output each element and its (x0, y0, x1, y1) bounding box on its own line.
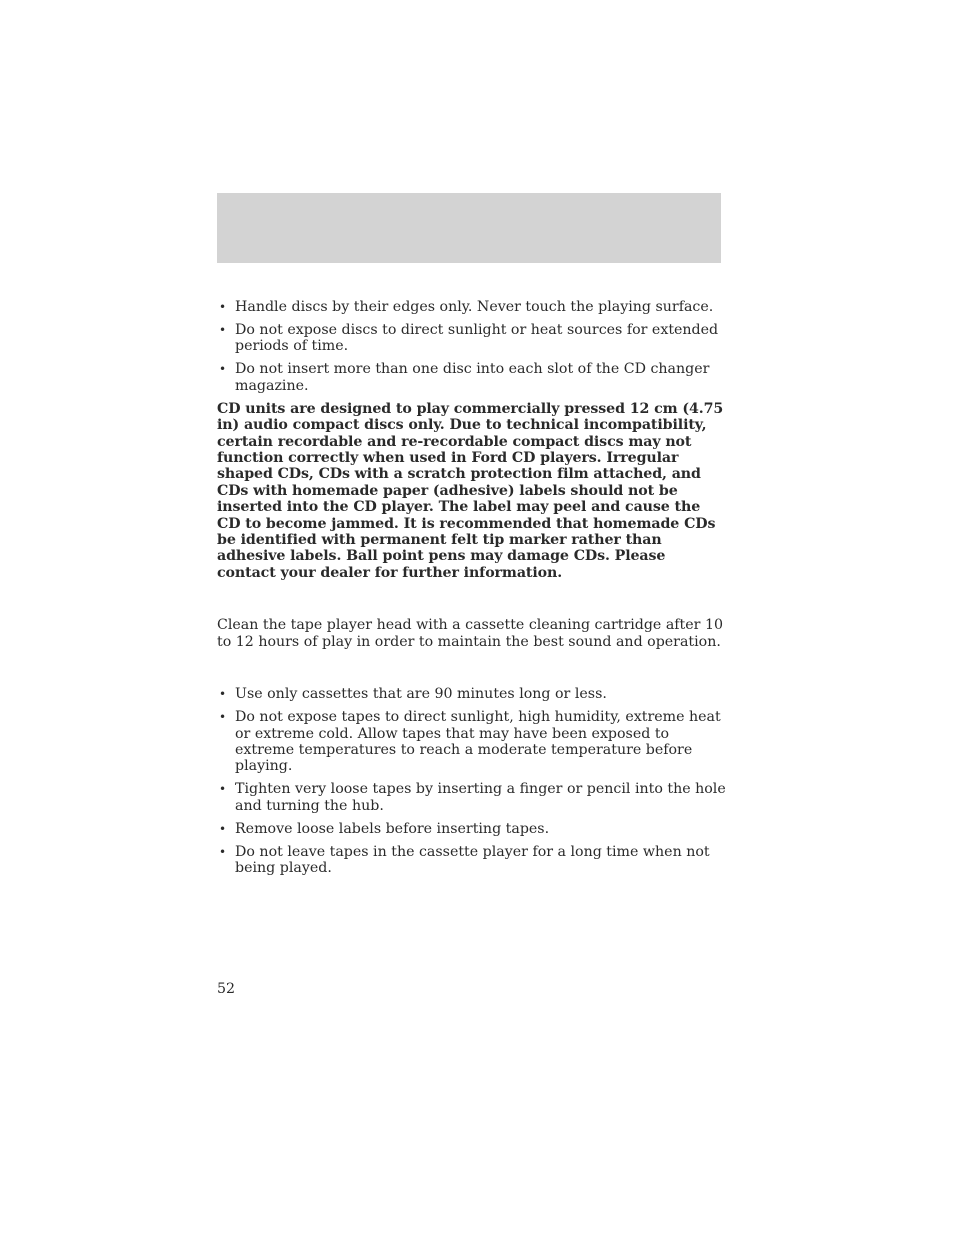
bullet-icon: • (219, 323, 227, 337)
list-item (217, 709, 727, 775)
list-item-text: Remove loose labels before inserting tapes. (235, 820, 550, 837)
list-item-text: Use only cassettes that are 90 minutes long or less. (235, 686, 607, 703)
list-item (217, 821, 727, 837)
page-content (217, 299, 727, 883)
cd-compatibility-warning: CD units are designed to play commercially pressed 12 cm (4.75 in) audio compact discs only. Due to technical incompatibility, certain recordable and re-recordable compact discs may not function correctly when used in Ford CD players. Irregular shaped CDs, CDs with a scratch protection film attached, and CDs with homemade paper (adhesive) labels should not be inserted into the CD player. The label may peel and cause the CD to become jammed. It is recommended that homemade CDs be identified with permanent felt tip marker rather than adhesive labels. Ball point pens may damage CDs. Please contact your dealer for further information. (217, 400, 724, 581)
list-item (217, 299, 727, 315)
list-item (217, 844, 727, 877)
bullet-icon: • (219, 844, 227, 859)
bullet-icon: • (219, 300, 227, 314)
list-item-text: Do not expose tapes to direct sunlight, high humidity, extreme heat or extreme cold. Allow tapes that may have been exposed to extreme temperatures to reach a moderate temperature before playing. (235, 709, 721, 775)
tape-care-list (217, 686, 727, 876)
bullet-icon: • (219, 687, 227, 702)
tape-head-cleaning-text: Clean the tape player head with a cassette cleaning cartridge after 10 to 12 hours of play in order to maintain the best sound and operation. (217, 617, 723, 650)
list-item-text: Handle discs by their edges only. Never touch the playing surface. (235, 299, 714, 315)
list-item (217, 361, 727, 394)
section-header-band (217, 193, 721, 263)
list-item-text: Do not insert more than one disc into each slot of the CD changer magazine. (235, 361, 710, 394)
bullet-icon: • (219, 821, 227, 836)
list-item-text: Do not expose discs to direct sunlight or heat sources for extended periods of time. (235, 322, 719, 355)
spacer (217, 581, 727, 617)
list-item (217, 686, 727, 702)
bullet-icon: • (219, 362, 227, 377)
list-item (217, 781, 727, 814)
list-item-text: Tighten very loose tapes by inserting a finger or pencil into the hole and turning the hub. (235, 781, 726, 814)
page-number: 52 (217, 981, 236, 997)
cd-care-list (217, 299, 727, 394)
bullet-icon: • (219, 782, 227, 797)
list-item-text: Do not leave tapes in the cassette player for a long time when not being played. (235, 843, 710, 877)
bullet-icon: • (219, 710, 227, 725)
list-item (217, 322, 727, 355)
spacer (217, 650, 727, 686)
